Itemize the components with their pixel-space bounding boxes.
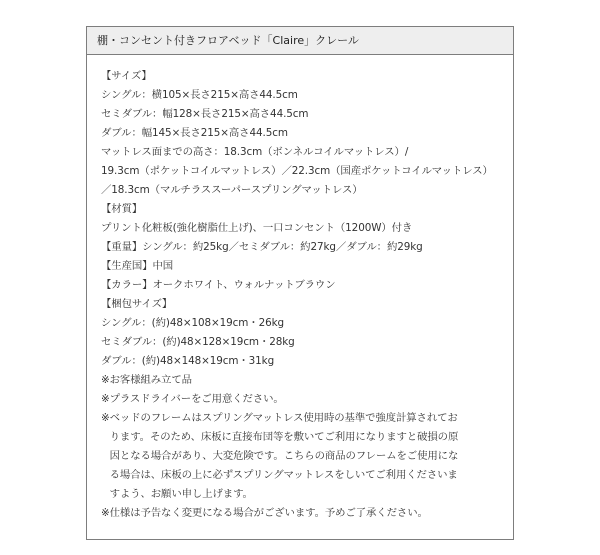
package-double: ダブル：(約)48×148×19cm・31kg (101, 355, 275, 367)
spec-panel (86, 26, 514, 540)
package-semi-double: セミダブル：(約)48×128×19cm・28kg (101, 336, 295, 348)
color-text: 【カラー】オークホワイト、ウォルナットブラウン (101, 279, 336, 291)
note-frame-line: ります。そのため、床板に直接布団等を敷いてご利用になりますと破損の原 (109, 431, 459, 443)
note-frame-line: る場合は、床板の上に必ずスプリングマットレスをしいてご利用くださいま (109, 469, 458, 481)
note-frame-line: 因となる場合があり、大変危険です。こちらの商品のフレームをご使用にな (109, 450, 459, 462)
size-single: シングル：横105×長さ215×高さ44.5cm (101, 89, 298, 101)
size-heading: 【サイズ】 (101, 70, 152, 82)
note-assembly (101, 371, 505, 390)
weight-text: 【重量】シングル：約25kg／セミダブル：約27kg／ダブル：約29kg (101, 241, 423, 253)
package-heading: 【梱包サイズ】 (101, 298, 173, 310)
material-heading: 【材質】 (101, 203, 143, 215)
mattress-height-1: マットレス面までの高さ：18.3cm（ボンネルコイルマットレス）/ (101, 146, 409, 158)
note-frame (101, 409, 505, 504)
mattress-height-2: 19.3cm（ポケットコイルマットレス）／22.3cm（国産ポケットコイルマットレス） (101, 165, 493, 177)
note-mark: ※ (101, 507, 110, 519)
spec-body (101, 67, 505, 523)
note-driver (101, 390, 505, 409)
note-mark: ※ (101, 374, 110, 386)
note-mark: ※ (101, 412, 110, 424)
mattress-height-3: ／18.3cm（マルチラススーパースプリングマットレス） (101, 184, 363, 196)
material-text: プリント化粧板(強化樹脂仕上げ)、一口コンセント（1200W）付き (101, 222, 413, 234)
note-driver-text: プラスドライバーをご用意ください。 (109, 393, 284, 405)
note-frame-line: ベッドのフレームはスプリングマットレス使用時の基準で強度計算されてお (109, 412, 458, 424)
note-spec-change-text: 仕様は予告なく変更になる場合がございます。予めご了承ください。 (109, 507, 428, 519)
note-frame-lines (110, 409, 505, 504)
note-frame-line: すよう、お願い申し上げます。 (109, 488, 253, 500)
note-assembly-text: お客様組み立て品 (109, 374, 192, 386)
size-double: ダブル：幅145×長さ215×高さ44.5cm (101, 127, 288, 139)
package-single: シングル：(約)48×108×19cm・26kg (101, 317, 285, 329)
size-semi-double: セミダブル：幅128×長さ215×高さ44.5cm (101, 108, 309, 120)
product-title: 棚・コンセント付きフロアベッド「Claire」クレール (87, 27, 513, 55)
note-spec-change (101, 504, 505, 523)
note-mark: ※ (101, 393, 110, 405)
origin-text: 【生産国】中国 (101, 260, 174, 272)
